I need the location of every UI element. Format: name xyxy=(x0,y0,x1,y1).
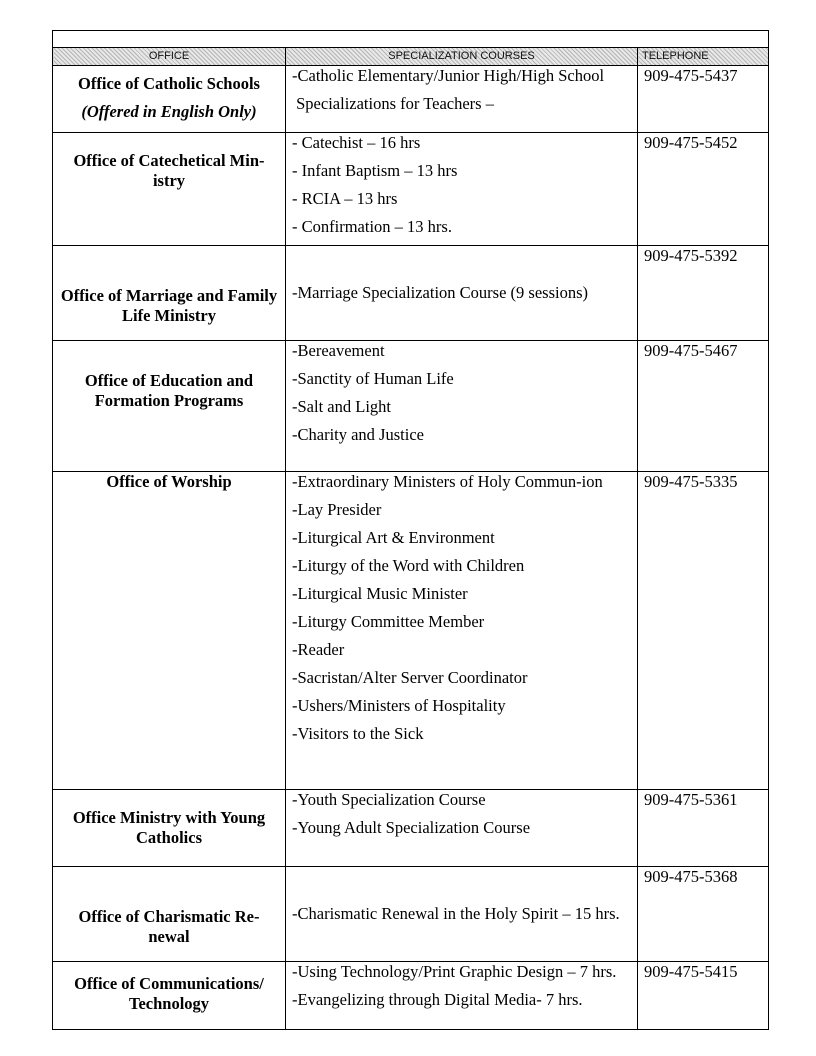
office-cell xyxy=(53,66,286,133)
office-name: Office of Education and Formation Programs xyxy=(84,371,254,410)
telephone-cell: 909-475-5368 xyxy=(638,867,769,962)
telephone-cell: 909-475-5437 xyxy=(638,66,769,133)
office-cell xyxy=(53,790,286,867)
office-cell xyxy=(53,341,286,472)
courses-cell xyxy=(286,472,638,790)
course-item: -Marriage Specialization Course (9 sessions) xyxy=(292,283,589,302)
table-row xyxy=(53,472,769,790)
office-name: Office Ministry with Young Catholics xyxy=(72,808,266,847)
table-row xyxy=(53,341,769,472)
course-item: -Bereavement xyxy=(292,341,385,360)
course-item: -Liturgy Committee Member xyxy=(292,612,485,631)
courses-cell xyxy=(286,790,638,867)
header-row xyxy=(53,48,769,66)
course-item: - Catechist – 16 hrs xyxy=(292,133,421,152)
telephone-cell: 909-475-5361 xyxy=(638,790,769,867)
table-row xyxy=(53,66,769,133)
course-item: -Charity and Justice xyxy=(292,425,424,444)
course-item: -Charismatic Renewal in the Holy Spirit – 15 hrs. xyxy=(292,904,620,923)
course-item: -Sanctity of Human Life xyxy=(292,369,454,388)
office-cell xyxy=(53,962,286,1030)
course-item: -Salt and Light xyxy=(292,397,391,416)
header-office: OFFICE xyxy=(53,48,286,66)
course-item: -Young Adult Specialization Course xyxy=(292,818,531,837)
table-row xyxy=(53,867,769,962)
course-item: - Infant Baptism – 13 hrs xyxy=(292,161,458,180)
course-item: -Ushers/Ministers of Hospitality xyxy=(292,696,506,715)
course-item: - Confirmation – 13 hrs. xyxy=(292,217,452,236)
courses-cell xyxy=(286,246,638,341)
office-name: Office of Worship xyxy=(106,472,232,491)
telephone-cell: 909-475-5452 xyxy=(638,133,769,246)
office-name: Office of Charismatic Re-newal xyxy=(78,907,260,946)
office-name: Office of Marriage and Family Life Ministry xyxy=(60,286,278,325)
office-name: Office of Catholic Schools xyxy=(78,74,260,93)
course-item: -Extraordinary Ministers of Holy Commun-ion xyxy=(292,472,603,491)
telephone-cell: 909-475-5467 xyxy=(638,341,769,472)
office-cell xyxy=(53,246,286,341)
blank-top-row xyxy=(53,31,769,48)
courses-cell xyxy=(286,341,638,472)
office-name: Office of Catechetical Min-istry xyxy=(73,151,265,190)
office-note: (Offered in English Only) xyxy=(81,102,257,121)
office-cell xyxy=(53,472,286,790)
course-item: -Visitors to the Sick xyxy=(292,724,424,743)
table-row xyxy=(53,133,769,246)
course-item: -Using Technology/Print Graphic Design – 7 hrs. xyxy=(292,962,617,981)
course-item: -Reader xyxy=(292,640,345,659)
course-item: -Youth Specialization Course xyxy=(292,790,486,809)
table-row xyxy=(53,962,769,1030)
header-courses: SPECIALIZATION COURSES xyxy=(286,48,638,66)
course-item: -Liturgical Art & Environment xyxy=(292,528,495,547)
telephone-cell: 909-475-5415 xyxy=(638,962,769,1030)
office-cell xyxy=(53,867,286,962)
telephone-cell: 909-475-5335 xyxy=(638,472,769,790)
course-item: -Evangelizing through Digital Media- 7 hrs. xyxy=(292,990,583,1009)
courses-cell xyxy=(286,867,638,962)
specialization-table xyxy=(52,30,769,1030)
courses-cell xyxy=(286,133,638,246)
office-cell xyxy=(53,133,286,246)
course-item: -Liturgical Music Minister xyxy=(292,584,468,603)
courses-cell xyxy=(286,962,638,1030)
courses-cell xyxy=(286,66,638,133)
header-telephone: TELEPHONE xyxy=(638,48,769,66)
office-name: Office of Communications/ Technology xyxy=(74,974,264,1013)
course-item: -Liturgy of the Word with Children xyxy=(292,556,525,575)
course-item: -Sacristan/Alter Server Coordinator xyxy=(292,668,528,687)
course-item: -Catholic Elementary/Junior High/High School xyxy=(292,66,605,85)
course-item: - RCIA – 13 hrs xyxy=(292,189,398,208)
table-row xyxy=(53,246,769,341)
telephone-cell: 909-475-5392 xyxy=(638,246,769,341)
course-item: -Lay Presider xyxy=(292,500,382,519)
table-row xyxy=(53,790,769,867)
specialization-table-wrapper xyxy=(52,30,768,1030)
course-item: Specializations for Teachers – xyxy=(292,94,494,113)
